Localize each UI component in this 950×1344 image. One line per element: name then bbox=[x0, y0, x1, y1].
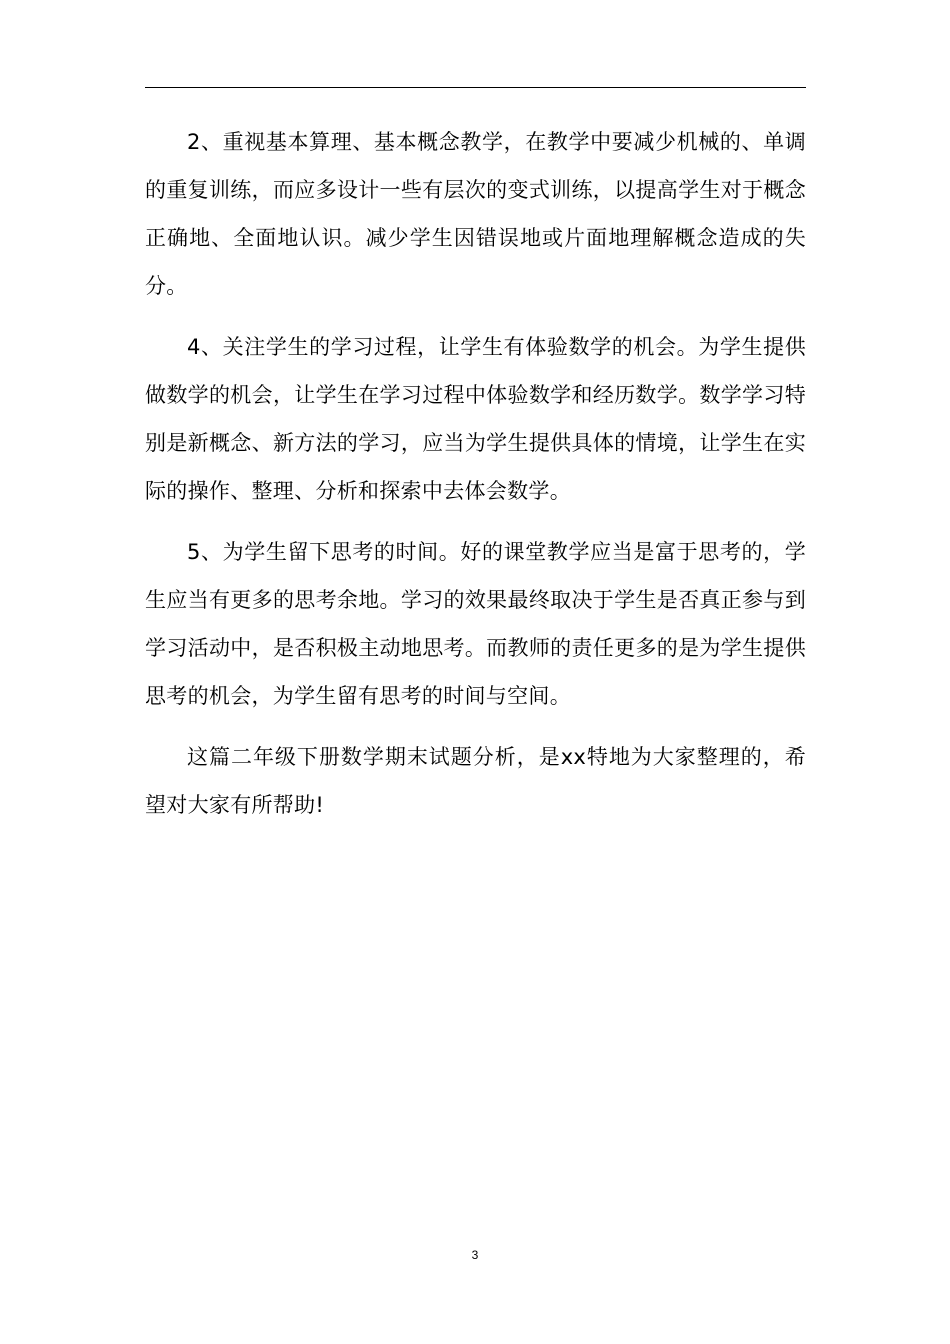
paragraph-point-2: 2、重视基本算理、基本概念教学，在教学中要减少机械的、单调的重复训练，而应多设计一些有层次的变式训练，以提高学生对于概念正确地、全面地认识。减少学生因错误地或片面地理解概念造成的失分。 bbox=[145, 130, 806, 298]
paragraph-point-4: 4、关注学生的学习过程，让学生有体验数学的机会。为学生提供做数学的机会，让学生在学习过程中体验数学和经历数学。数学学习特别是新概念、新方法的学习，应当为学生提供具体的情境，让学生在实际的操作、整理、分析和探索中去体会数学。 bbox=[145, 335, 806, 503]
paragraph-point-5: 5、为学生留下思考的时间。好的课堂教学应当是富于思考的，学生应当有更多的思考余地。学习的效果最终取决于学生是否真正参与到学习活动中，是否积极主动地思考。而教师的责任更多的是为学生提供思考的机会，为学生留有思考的时间与空间。 bbox=[145, 540, 806, 708]
body-text bbox=[145, 118, 806, 842]
paragraph-closing: 这篇二年级下册数学期末试题分析，是xx特地为大家整理的，希望对大家有所帮助! bbox=[145, 745, 806, 817]
header-rule bbox=[145, 87, 806, 88]
page-number: 3 bbox=[471, 1248, 479, 1262]
